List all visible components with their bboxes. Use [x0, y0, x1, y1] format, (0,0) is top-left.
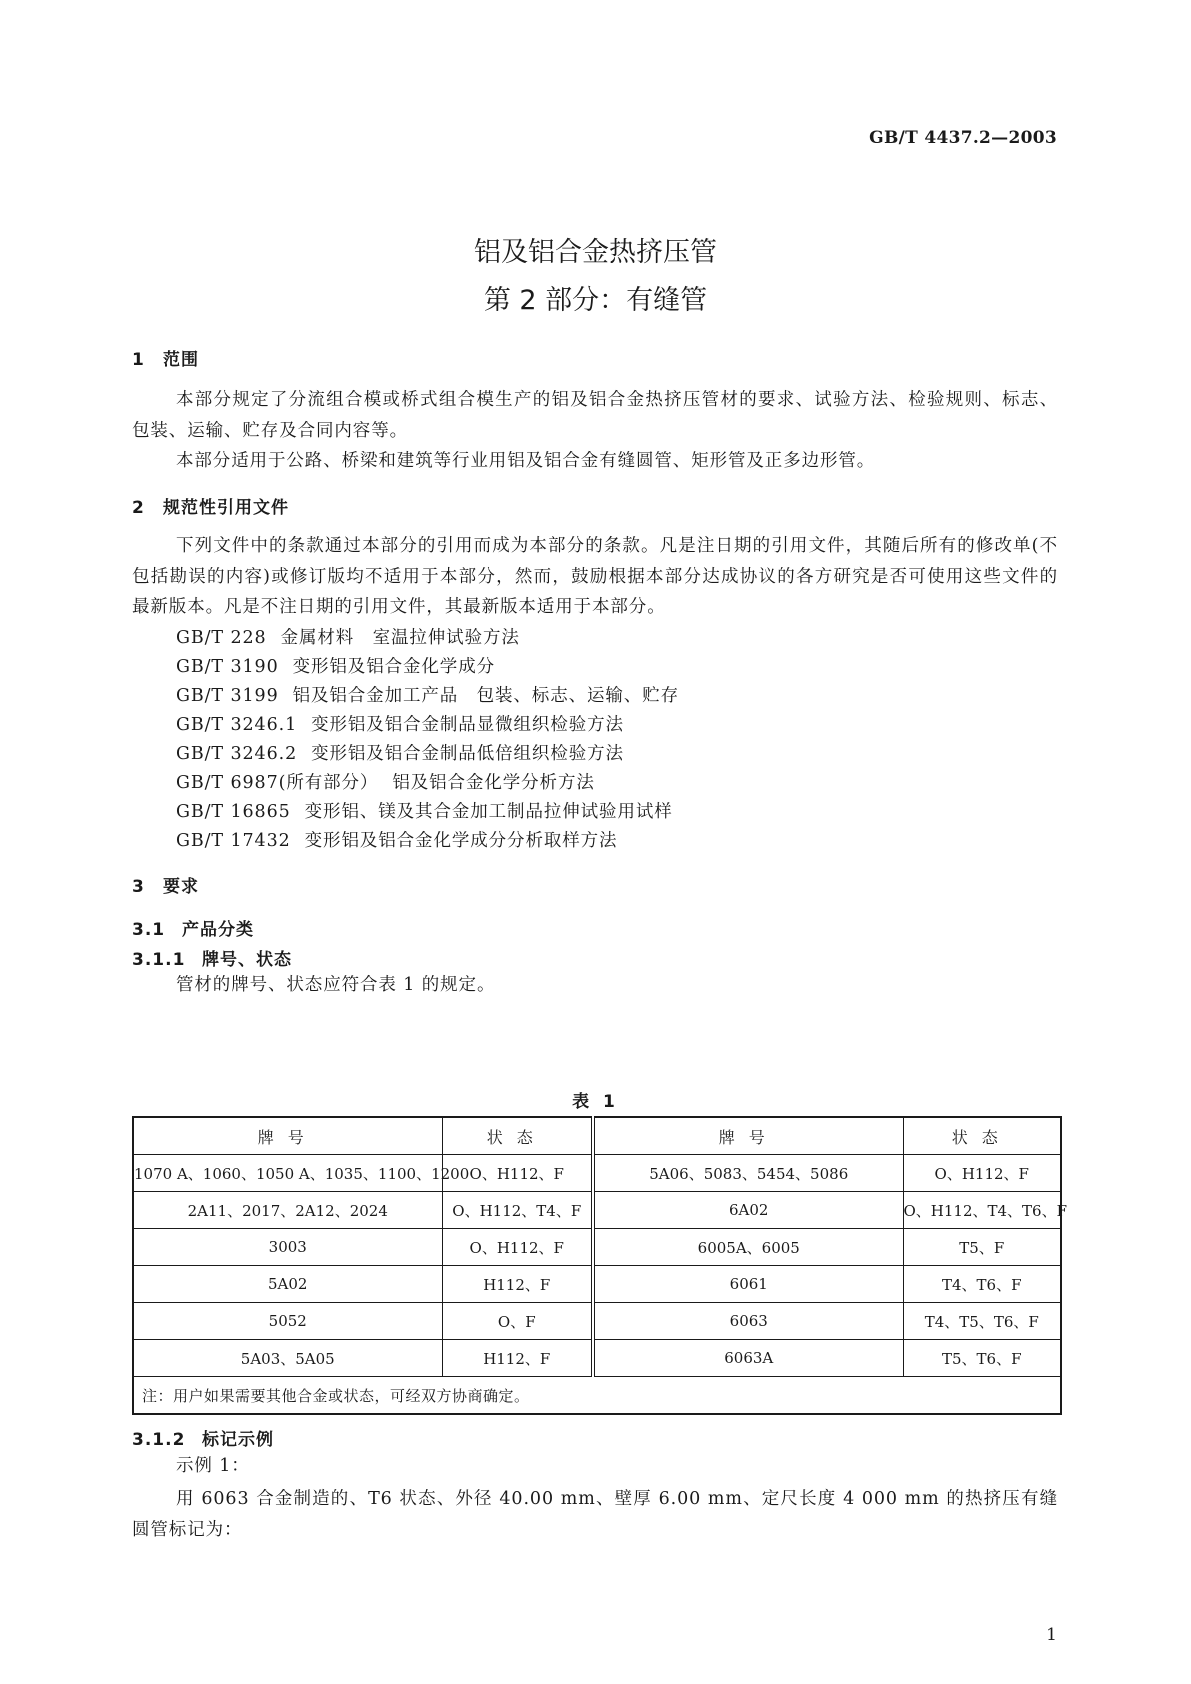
- table-cell: 6063A: [593, 1340, 903, 1377]
- table-row: [133, 1155, 1061, 1192]
- section-2-heading: [132, 493, 289, 518]
- column-header: 状态: [442, 1117, 593, 1155]
- reference-title: 变形铝及铝合金制品显微组织检验方法: [311, 715, 624, 735]
- reference-item: [176, 711, 624, 736]
- reference-title: 金属材料 室温拉伸试验方法: [280, 628, 520, 648]
- section-1-paragraph-1: 本部分规定了分流组合模或桥式组合模生产的铝及铝合金热挤压管材的要求、试验方法、检验规则、标志、包装、运输、贮存及合同内容等。: [132, 390, 1058, 441]
- reference-item: [176, 682, 679, 707]
- table-cell: T4、T6、F: [903, 1266, 1061, 1303]
- reference-item: [176, 740, 624, 765]
- column-header: 牌号: [133, 1117, 442, 1155]
- table-cell: T5、T6、F: [903, 1340, 1061, 1377]
- table-note: 注：用户如果需要其他合金或状态，可经双方协商确定。: [133, 1377, 1061, 1415]
- reference-code: GB/T 17432: [176, 831, 291, 851]
- document-title: 铝及铝合金热挤压管: [474, 237, 717, 268]
- reference-code: GB/T 3246.1: [176, 715, 298, 735]
- reference-code: GB/T 3246.2: [176, 744, 298, 764]
- section-3-1-1-paragraph: 管材的牌号、状态应符合表 1 的规定。: [176, 975, 496, 995]
- table-cell: 6005A、6005: [593, 1229, 903, 1266]
- table-cell: 1070 A、1060、1050 A、1035、1100、1200: [133, 1155, 442, 1192]
- reference-item: [176, 827, 617, 852]
- section-number: 3: [132, 877, 145, 897]
- table-row: [133, 1229, 1061, 1266]
- section-title: 规范性引用文件: [163, 498, 289, 518]
- column-header: 状态: [903, 1117, 1061, 1155]
- table-cell: T5、F: [903, 1229, 1061, 1266]
- section-3-1-1-heading: [132, 945, 292, 970]
- table-cell: H112、F: [442, 1340, 593, 1377]
- section-title: 范围: [163, 350, 199, 370]
- reference-title: 铝及铝合金加工产品 包装、标志、运输、贮存: [292, 686, 680, 706]
- table-caption: 表 1: [572, 1092, 619, 1112]
- table-row: [133, 1192, 1061, 1229]
- table-cell: 3003: [133, 1229, 442, 1266]
- table-cell: 6061: [593, 1266, 903, 1303]
- table-cell: O、H112、F: [442, 1229, 593, 1266]
- table-row: [133, 1303, 1061, 1340]
- table-cell: O、H112、T4、F: [442, 1192, 593, 1229]
- table-cell: 6063: [593, 1303, 903, 1340]
- table-cell: O、H112、F: [442, 1155, 593, 1192]
- reference-item: [176, 653, 495, 678]
- table-note-row: [133, 1377, 1061, 1415]
- reference-code: GB/T 3199: [176, 686, 279, 706]
- table-cell: 5A06、5083、5454、5086: [593, 1155, 903, 1192]
- section-title: 牌号、状态: [202, 950, 292, 970]
- section-number: 2: [132, 498, 145, 518]
- section-number: 3.1.2: [132, 1430, 186, 1450]
- section-title: 标记示例: [202, 1430, 274, 1450]
- table-cell: 2A11、2017、2A12、2024: [133, 1192, 442, 1229]
- page-number: 1: [1046, 1625, 1057, 1645]
- table-cell: O、H112、F: [903, 1155, 1061, 1192]
- section-1-paragraph-2: 本部分适用于公路、桥梁和建筑等行业用铝及铝合金有缝圆管、矩形管及正多边形管。: [176, 451, 876, 471]
- table-cell: 6A02: [593, 1192, 903, 1229]
- reference-title: 变形铝及铝合金制品低倍组织检验方法: [311, 744, 624, 764]
- reference-code: GB/T 6987(所有部分）: [176, 773, 379, 793]
- table-cell: 5A02: [133, 1266, 442, 1303]
- table-cell: 5A03、5A05: [133, 1340, 442, 1377]
- section-3-1-2-heading: [132, 1425, 274, 1450]
- table-row: [133, 1340, 1061, 1377]
- section-number: 3.1.1: [132, 950, 186, 970]
- table-row: [133, 1266, 1061, 1303]
- reference-item: [176, 798, 673, 823]
- section-3-1-heading: [132, 915, 254, 940]
- example-label: 示例 1：: [176, 1456, 250, 1476]
- section-title: 要求: [163, 877, 199, 897]
- section-1-heading: [132, 345, 199, 370]
- table-header-row: [133, 1117, 1061, 1155]
- reference-code: GB/T 3190: [176, 657, 279, 677]
- section-3-1-2-paragraph: 用 6063 合金制造的、T6 状态、外径 40.00 mm、壁厚 6.00 mm、定尺长度 4 000 mm 的热挤压有缝圆管标记为：: [132, 1489, 1058, 1540]
- table-cell: O、H112、T4、T6、F: [903, 1192, 1061, 1229]
- table-cell: O、F: [442, 1303, 593, 1340]
- reference-item: [176, 769, 595, 794]
- table-cell: T4、T5、T6、F: [903, 1303, 1061, 1340]
- section-2-paragraph-1: 下列文件中的条款通过本部分的引用而成为本部分的条款。凡是注日期的引用文件，其随后所有的修改单(不包括勘误的内容)或修订版均不适用于本部分，然而，鼓励根据本部分达成协议的各方研究是否可使用这些文件的最新版本。凡是不注日期的引用文件，其最新版本适用于本部分。: [132, 536, 1058, 617]
- table-cell: H112、F: [442, 1266, 593, 1303]
- document-subtitle: 第 2 部分：有缝管: [483, 285, 708, 316]
- reference-title: 变形铝及铝合金化学成分分析取样方法: [304, 831, 618, 851]
- reference-code: GB/T 228: [176, 628, 267, 648]
- section-3-heading: [132, 872, 199, 897]
- reference-code: GB/T 16865: [176, 802, 291, 822]
- reference-title: 铝及铝合金化学分析方法: [392, 773, 595, 793]
- column-header: 牌号: [593, 1117, 903, 1155]
- section-number: 3.1: [132, 920, 166, 940]
- section-title: 产品分类: [182, 920, 254, 940]
- reference-item: [176, 624, 520, 649]
- reference-title: 变形铝及铝合金化学成分: [292, 657, 496, 677]
- section-number: 1: [132, 350, 145, 370]
- standard-number: GB/T 4437.2—2003: [869, 128, 1057, 148]
- table-cell: 5052: [133, 1303, 442, 1340]
- grade-temper-table: [132, 1116, 1068, 1415]
- reference-title: 变形铝、镁及其合金加工制品拉伸试验用试样: [304, 802, 673, 822]
